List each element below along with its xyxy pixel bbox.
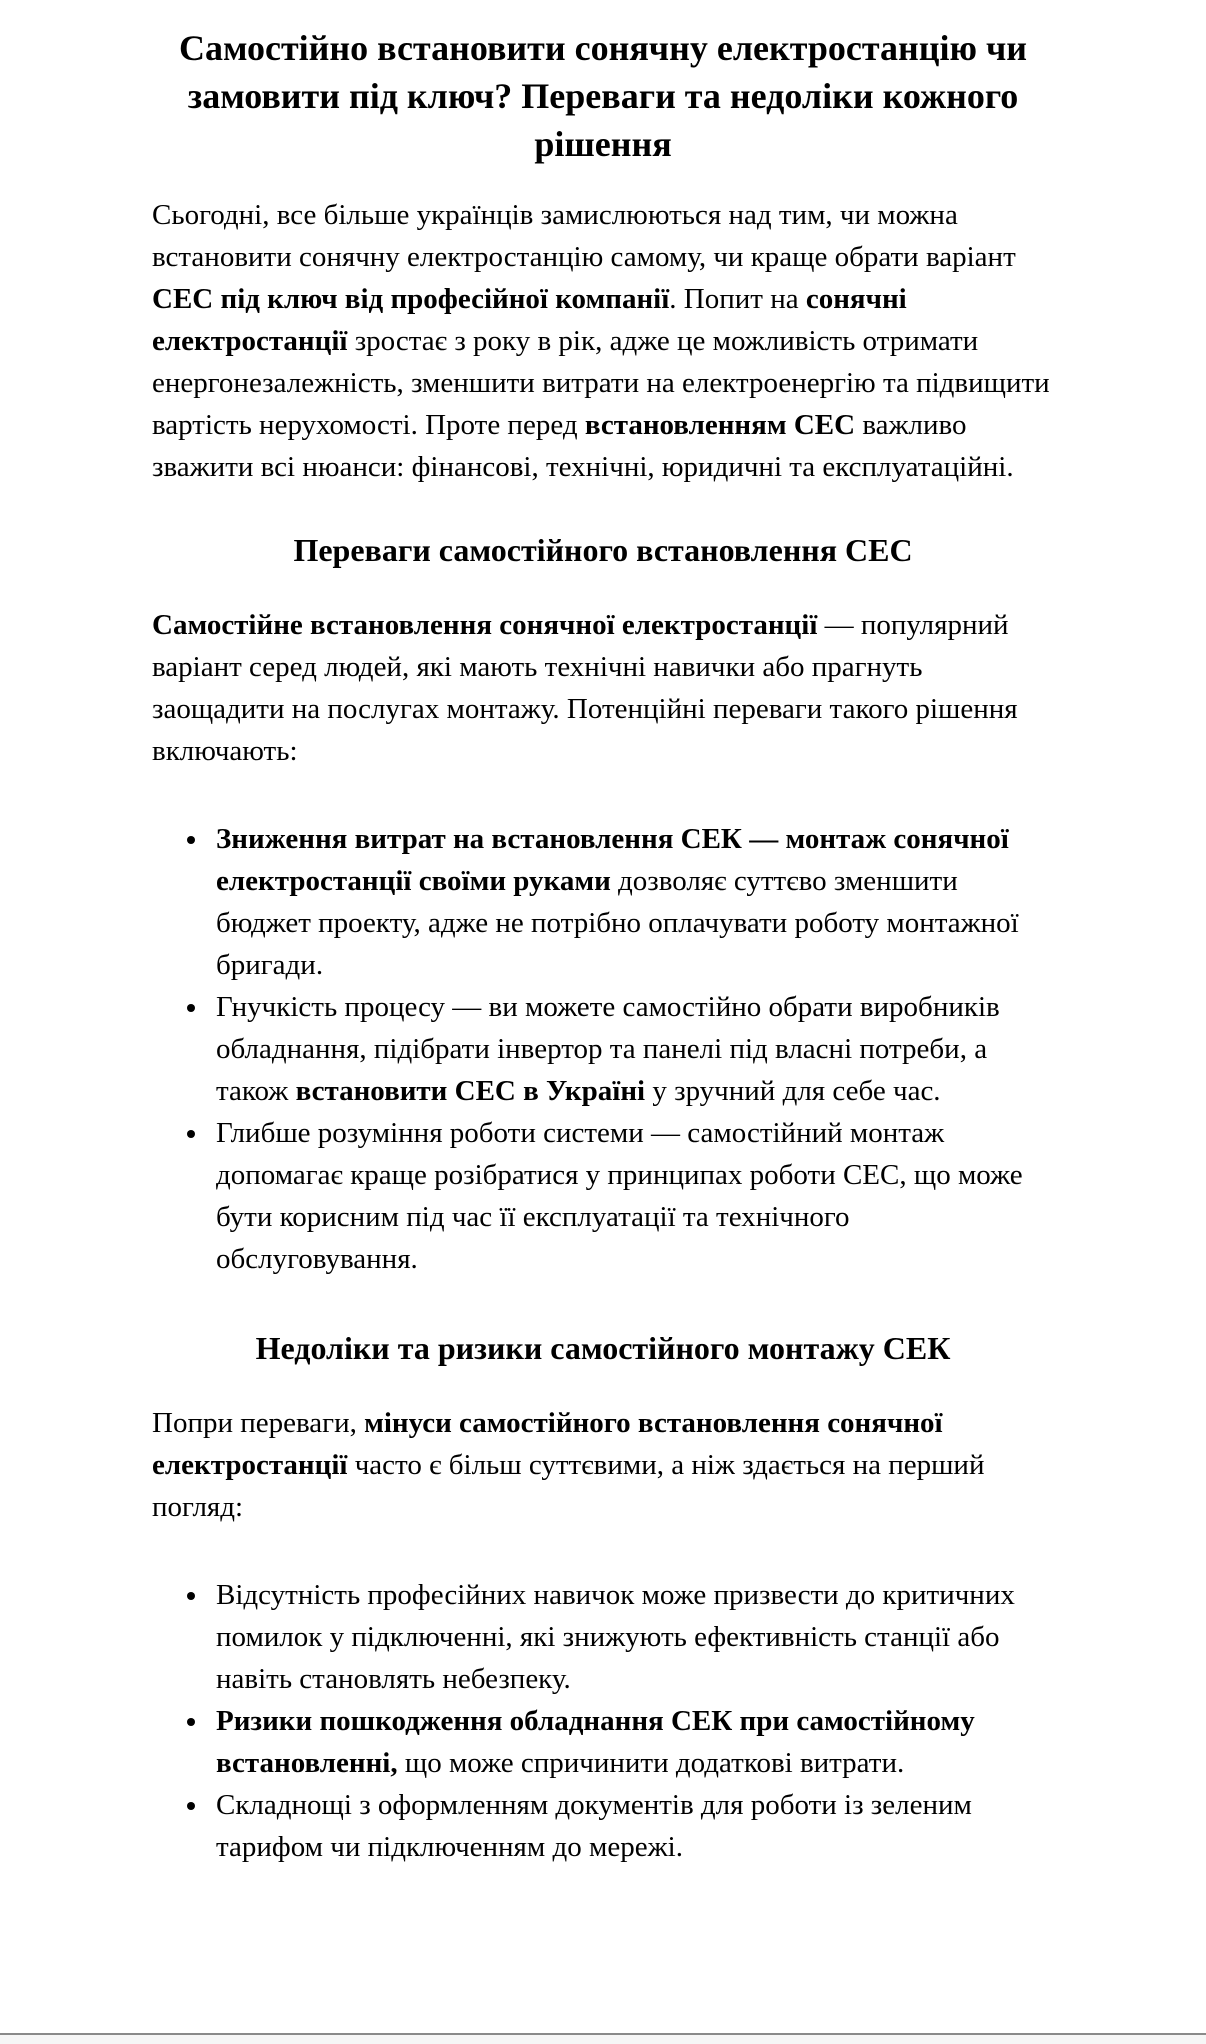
list-item [210, 1574, 1054, 1700]
list-item [210, 818, 1054, 986]
text-segment: Попри переваги, [152, 1407, 365, 1439]
next-block-top-edge [0, 2033, 1206, 2044]
text-segment: Глибше розуміння роботи системи — самостійний монтаж допомагає краще розібратися у принципах роботи СЕС, що може бути корисним під час її експлуатації та технічного обслуговування. [216, 1117, 1023, 1275]
text-segment: дозволяє суттєво зменшити бюджет проекту, адже не потрібно оплачувати роботу монтажної бригади. [216, 865, 1019, 981]
text-segment: . Попит на [669, 283, 806, 315]
text-segment: Гнучкість процесу — ви можете самостійно обрати виробників обладнання, підібрати інвертор та панелі під власні потреби, а також [216, 991, 1000, 1107]
list-item [210, 1700, 1054, 1784]
bold-text-segment: Самостійне встановлення сонячної електростанції [152, 609, 818, 641]
disadvantages-heading: Недоліки та ризики самостійного монтажу СЕК [255, 1330, 951, 1366]
text-segment: Складнощі з оформленням документів для роботи із зеленим тарифом чи підключенням до мережі. [216, 1789, 972, 1863]
bold-text-segment: встановленням СЕС [584, 409, 856, 441]
bold-text-segment: сонячні електростанції [152, 283, 907, 357]
list-item [210, 1112, 1054, 1280]
bold-text-segment: мінуси самостійного встановлення сонячної електростанції [152, 1407, 943, 1481]
advantages-list [152, 818, 1054, 1280]
intro-paragraph [152, 194, 1054, 488]
text-segment: що може спричинити додаткові витрати. [397, 1747, 905, 1779]
article [152, 0, 1054, 1868]
bold-text-segment: Ризики пошкодження обладнання СЕК при самостійному встановленні, [216, 1705, 975, 1779]
advantages-intro-paragraph [152, 604, 1054, 772]
text-segment: Сьогодні, все більше українців замислюються над тим, чи можна встановити сонячну електростанцію самому, чи краще обрати варіант [152, 199, 1016, 273]
disadvantages-list [152, 1574, 1054, 1868]
article-title: Самостійно встановити сонячну електростанцію чи замовити під ключ? Переваги та недоліки кожного рішення [178, 28, 1028, 164]
text-segment: — популярний варіант серед людей, які мають технічні навички або прагнуть заощадити на послугах монтажу. Потенційні переваги такого рішення включають: [152, 609, 1018, 767]
text-segment: часто є більш суттєвими, а ніж здається на перший погляд: [152, 1449, 985, 1523]
text-segment: зростає з року в рік, адже це можливість отримати енергонезалежність, зменшити витрати на електроенергію та підвищити вартість нерухомості. Проте перед [152, 325, 1050, 441]
text-segment: Відсутність професійних навичок може призвести до критичних помилок у підключенні, які знижують ефективність станції або навіть становлять небезпеку. [216, 1579, 1015, 1695]
bold-text-segment: встановити СЕС в Україні [295, 1075, 646, 1107]
bold-text-segment: СЕС під ключ від професійної компанії [152, 283, 670, 315]
text-segment: у зручний для себе час. [645, 1075, 941, 1107]
text-segment: важливо зважити всі нюанси: фінансові, технічні, юридичні та експлуатаційні. [152, 409, 1014, 483]
list-item [210, 986, 1054, 1112]
disadvantages-intro-paragraph [152, 1402, 1054, 1528]
bold-text-segment: Зниження витрат на встановлення СЕК — монтаж сонячної електростанції своїми руками [216, 823, 1009, 897]
advantages-heading: Переваги самостійного встановлення СЕС [293, 532, 913, 568]
list-item [210, 1784, 1054, 1868]
